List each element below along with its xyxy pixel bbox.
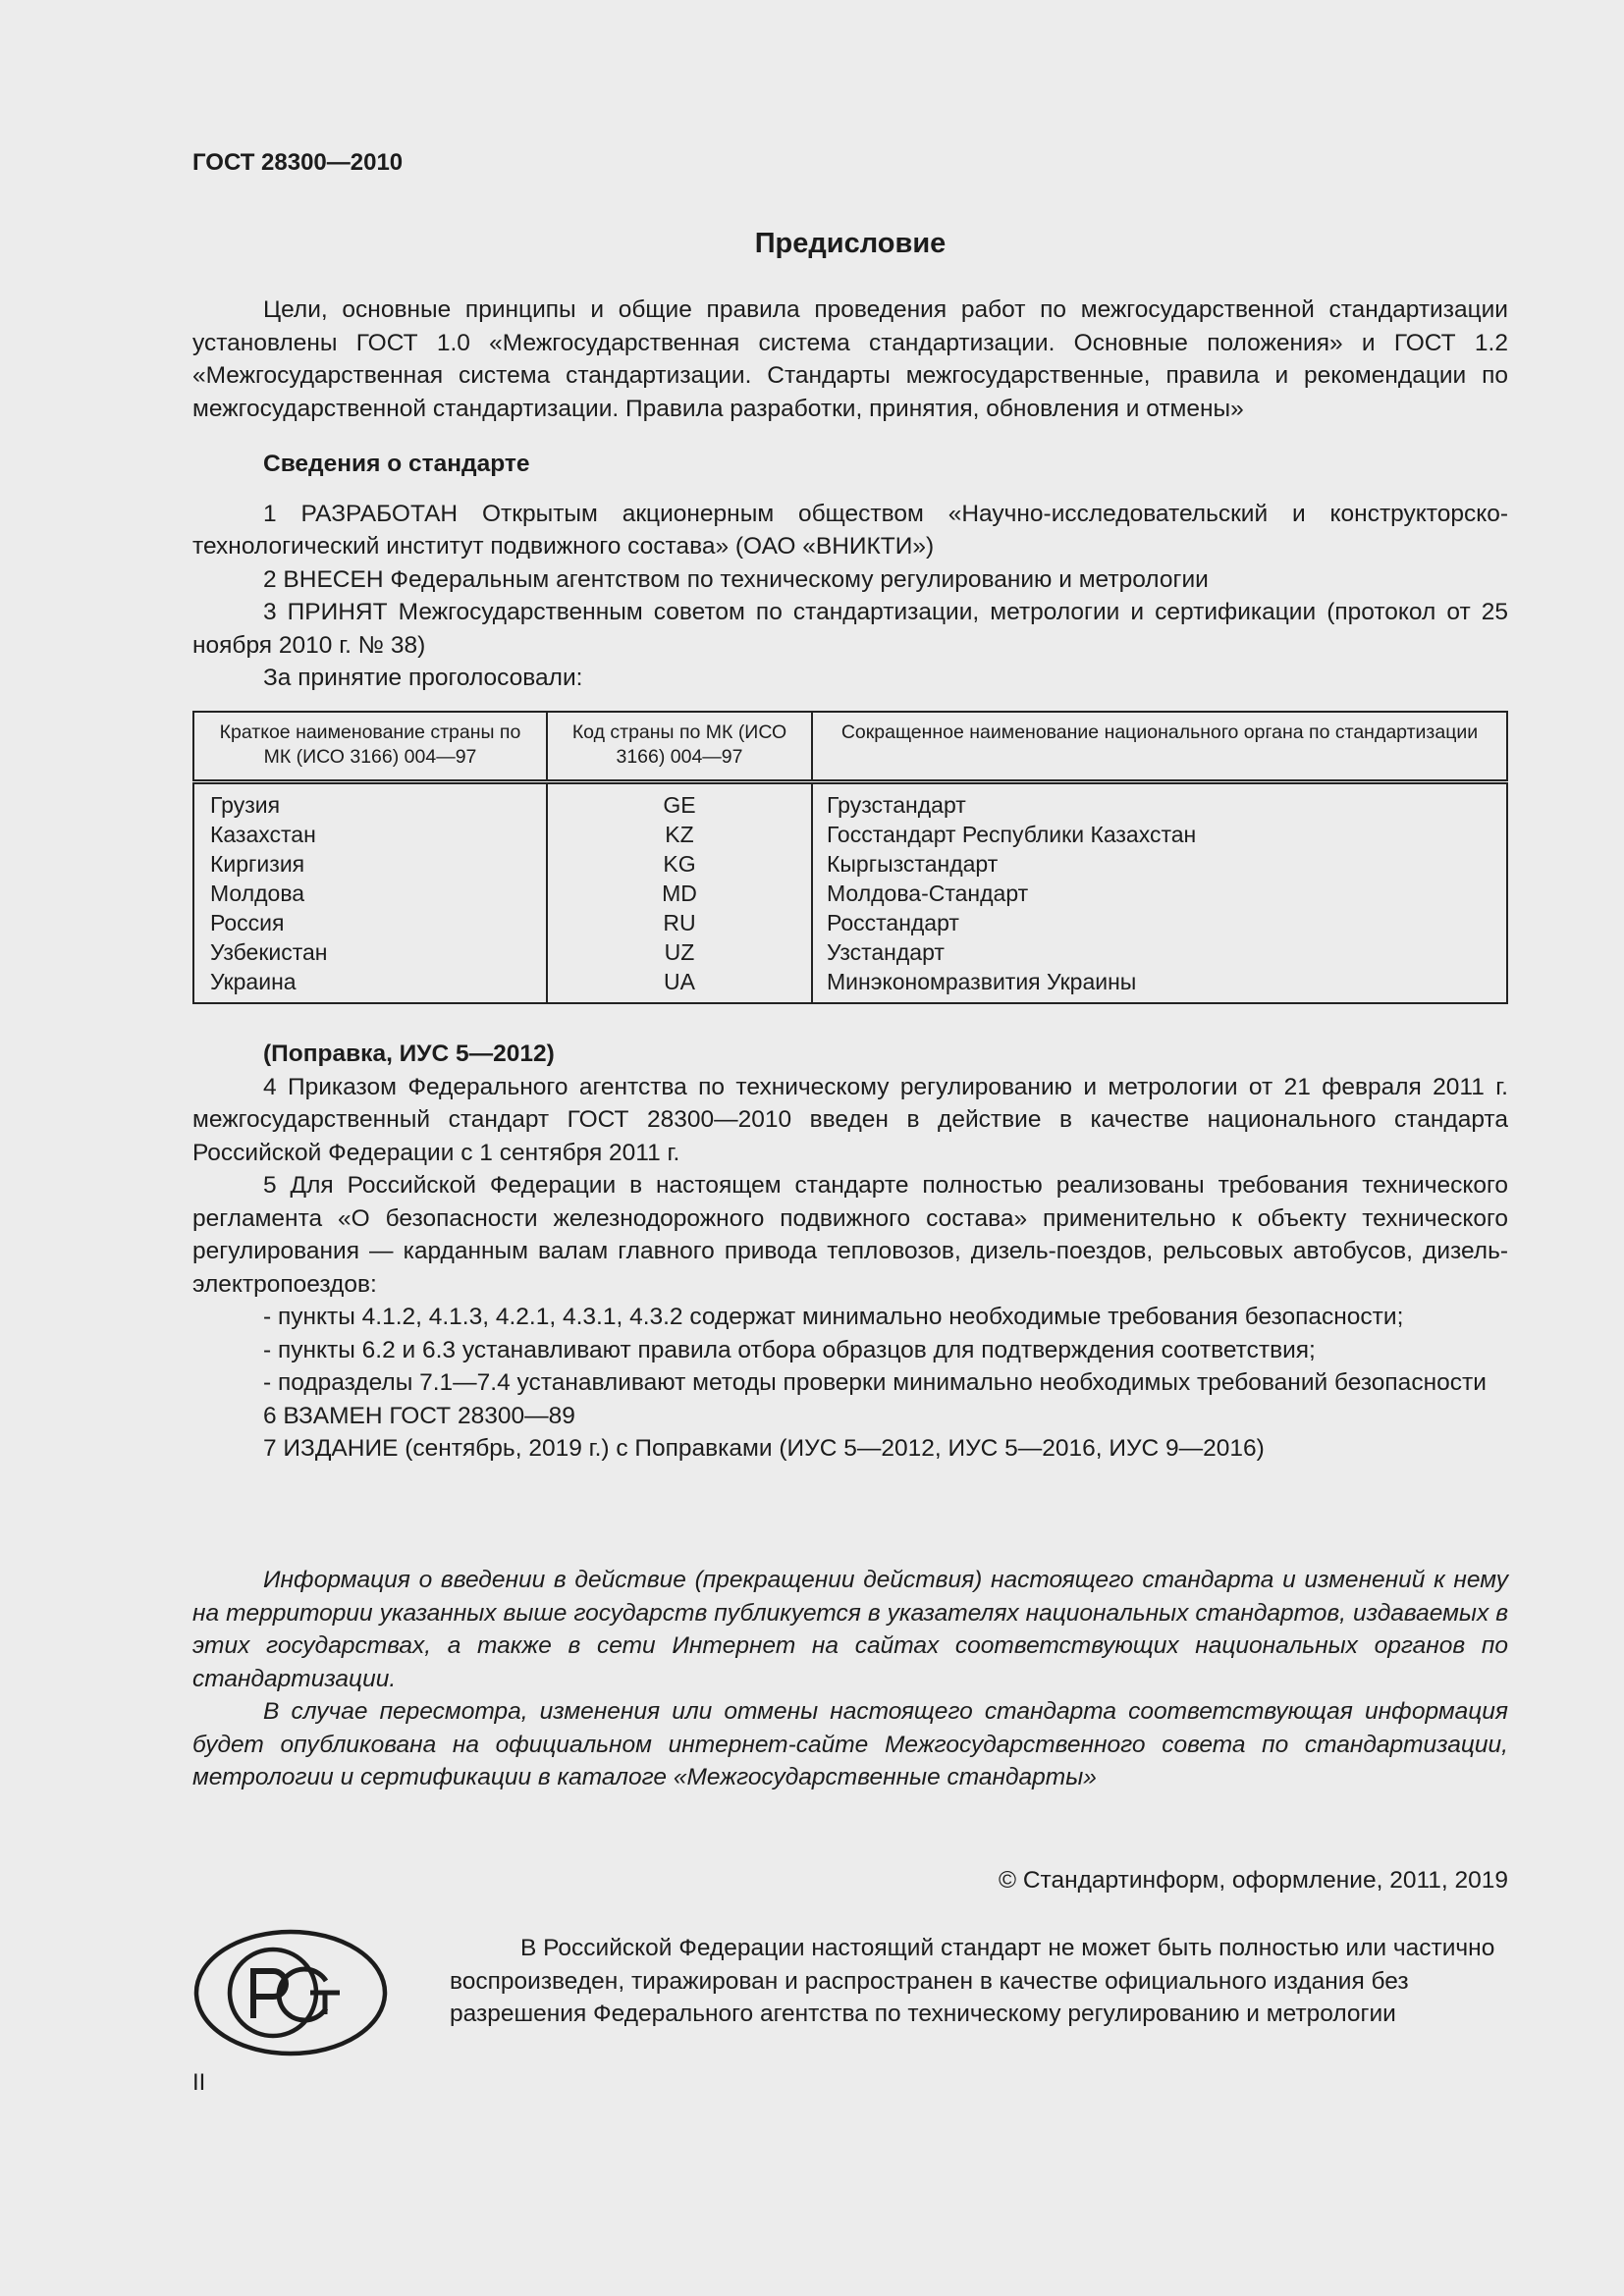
country-code: UA <box>547 967 812 1003</box>
item-6: 6 ВЗАМЕН ГОСТ 28300—89 <box>263 1402 575 1429</box>
item-5: 5 Для Российской Федерации в настоящем стандарте полностью реализованы требования технического регламента «О безопасности железнодорожного подвижного состава» применительно к объекту технического регулирования — карданным валам главного привода тепловозов, дизель-поездов, рельсовых автобусов, дизель-электропоездов: <box>192 1172 1508 1298</box>
country-code: KZ <box>547 820 812 849</box>
national-body: Грузстандарт <box>812 782 1507 821</box>
national-body: Узстандарт <box>812 937 1507 967</box>
bullet-2: - пункты 6.2 и 6.3 устанавливают правила отбора образцов для подтверждения соответствия; <box>263 1336 1316 1363</box>
country-code: RU <box>547 908 812 937</box>
item-4: 4 Приказом Федерального агентства по техническому регулированию и метрологии от 21 февраля 2011 г. межгосударственный стандарт ГОСТ 28300—2010 введен в действие в качестве национального стандарта Российской Федерации с 1 сентября 2011 г. <box>192 1073 1508 1166</box>
bullet-3: - подразделы 7.1—7.4 устанавливают методы проверки минимально необходимых требований безопасности <box>263 1369 1487 1396</box>
info-heading: Сведения о стандарте <box>263 451 530 477</box>
standard-code-header: ГОСТ 28300—2010 <box>192 149 404 176</box>
items-block-2 <box>192 1038 1508 1466</box>
country-code: KG <box>547 849 812 879</box>
item-2: 2 ВНЕСЕН Федеральным агентством по техническому регулированию и метрологии <box>263 565 1209 593</box>
country-code: MD <box>547 879 812 908</box>
country-name: Россия <box>193 908 547 937</box>
voting-countries-table <box>192 711 1508 1004</box>
country-name: Грузия <box>193 782 547 821</box>
table-header-code: Код страны по МК (ИСО 3166) 004—97 <box>547 712 812 782</box>
national-body: Госстандарт Республики Казахстан <box>812 820 1507 849</box>
table-header-country: Краткое наименование страны по МК (ИСО 3166) 004—97 <box>193 712 547 782</box>
notice-paragraph-2: В случае пересмотра, изменения или отмены настоящего стандарта соответствующая информация будет опубликована на официальном интернет-сайте Межгосударственного совета по стандартизации, метрологии и сертификации в каталоге «Межгосударственные стандарты» <box>192 1698 1508 1790</box>
rst-certification-mark-icon <box>192 1928 389 2057</box>
bullet-1: - пункты 4.1.2, 4.1.3, 4.2.1, 4.3.1, 4.3.2 содержат минимально необходимые требования безопасности; <box>263 1304 1404 1330</box>
legal-notice: В Российской Федерации настоящий стандарт не может быть полностью или частично воспроизведен, тиражирован и распространен в качестве официального издания без разрешения Федерального агентства по техническому регулированию и метрологии <box>450 1935 1495 2027</box>
amendment-note: (Поправка, ИУС 5—2012) <box>263 1041 555 1067</box>
legal-notice-block <box>450 1932 1508 2031</box>
national-body: Минэкономразвития Украины <box>812 967 1507 1003</box>
item-3: 3 ПРИНЯТ Межгосударственным советом по стандартизации, метрологии и сертификации (протокол от 25 ноября 2010 г. № 38) <box>192 599 1508 659</box>
info-block <box>192 448 1508 695</box>
table-row <box>193 967 1507 1003</box>
page-number: II <box>192 2069 206 2096</box>
table-header-body: Сокращенное наименование национального органа по стандартизации <box>812 712 1507 782</box>
country-name: Молдова <box>193 879 547 908</box>
table-row <box>193 937 1507 967</box>
national-body: Кыргызстандарт <box>812 849 1507 879</box>
copyright-line: © Стандартинформ, оформление, 2011, 2019 <box>998 1867 1508 1894</box>
country-name: Казахстан <box>193 820 547 849</box>
table-row <box>193 782 1507 821</box>
table-header-row <box>193 712 1507 782</box>
page-title: Предисловие <box>754 228 947 259</box>
intro-paragraph: Цели, основные принципы и общие правила проведения работ по межгосударственной стандартизации установлены ГОСТ 1.0 «Межгосударственная система стандартизации. Основные положения» и ГОСТ 1.2 «Межгосударственная система стандартизации. Стандарты межгосударственные, правила и рекомендации по межгосударственной стандартизации. Правила разработки, принятия, обновления и отмены» <box>192 296 1508 422</box>
item-7: 7 ИЗДАНИЕ (сентябрь, 2019 г.) с Поправками (ИУС 5—2012, ИУС 5—2016, ИУС 9—2016) <box>263 1435 1265 1462</box>
national-body: Росстандарт <box>812 908 1507 937</box>
table-row <box>193 849 1507 879</box>
country-name: Киргизия <box>193 849 547 879</box>
table-row <box>193 908 1507 937</box>
country-name: Узбекистан <box>193 937 547 967</box>
table-row <box>193 820 1507 849</box>
voted-label: За принятие проголосовали: <box>263 665 583 691</box>
national-body: Молдова-Стандарт <box>812 879 1507 908</box>
intro-block <box>192 294 1508 425</box>
country-name: Украина <box>193 967 547 1003</box>
table-row <box>193 879 1507 908</box>
item-1: 1 РАЗРАБОТАН Открытым акционерным обществом «Научно-исследовательский и конструкторско-технологический институт подвижного состава» (ОАО «ВНИКТИ») <box>192 500 1508 560</box>
country-code: UZ <box>547 937 812 967</box>
notice-paragraph-1: Информация о введении в действие (прекращении действия) настоящего стандарта и изменений к нему на территории указанных выше государств публикуется в указателях национальных стандартов, издаваемых в этих государствах, а также в сети Интернет на сайтах соответствующих национальных органов по стандартизации. <box>192 1567 1508 1692</box>
country-code: GE <box>547 782 812 821</box>
notice-block <box>192 1564 1508 1794</box>
